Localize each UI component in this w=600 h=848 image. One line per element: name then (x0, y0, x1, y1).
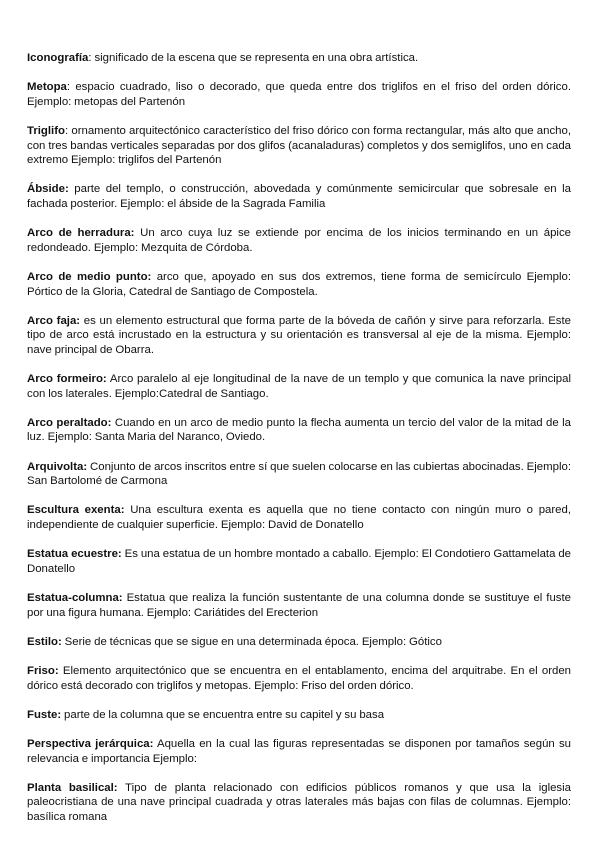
glossary-entry (27, 51, 571, 66)
entry-term: Escultura exenta: (27, 504, 125, 517)
entry-definition: arco que, apoyado en sus dos extremos, tiene forma de semicírculo Ejemplo: Pórtico de la Gloria, Catedral de Santiago de Compostela. (27, 270, 571, 298)
entry-term: Planta basilical: (27, 781, 118, 794)
entry-definition: Serie de técnicas que se sigue en una determinada época. Ejemplo: Gótico (61, 635, 442, 648)
glossary-entry (27, 226, 571, 255)
entry-definition: Es una estatua de un hombre montado a caballo. Ejemplo: El Condotiero Gattamelata de Donatello (27, 548, 571, 575)
entry-definition: parte de la columna que se encuentra entre su capitel y su basa (61, 708, 385, 721)
glossary-entry (27, 781, 571, 825)
glossary-entry (27, 591, 571, 620)
entry-definition: Arco paralelo al eje longitudinal de la nave de un templo y que comunica la nave principal con los laterales. Ejemplo:Catedral de Santiago. (27, 373, 571, 400)
glossary-entry (27, 270, 571, 299)
entry-definition: Elemento arquitectónico que se encuentra en el entablamento, encima del arquitrabe. En el orden dórico está decorado con triglifos y metopas. Ejemplo: Friso del orden dórico. (27, 664, 571, 692)
entry-term: Arco formeiro: (27, 373, 107, 386)
glossary-entry (27, 664, 571, 693)
entry-term: Arco de herradura: (27, 227, 135, 240)
entry-definition: Una escultura exenta es aquella que no tiene contacto con ningún muro o pared, independiente de cualquier superficie. Ejemplo: David de Donatello (27, 504, 571, 531)
entry-definition: Cuando en un arco de medio punto la flecha aumenta un tercio del valor de la mitad de la luz. Ejemplo: Santa Maria del Naranco, Oviedo. (27, 416, 571, 444)
entry-definition: Estatua que realiza la función sustentante de una columna donde se sustituye el fuste por una figura humana. Ejemplo: Cariátides del Erecterion (27, 591, 571, 619)
entry-term: Arco de medio punto: (27, 270, 152, 283)
entry-term: Arco faja: (27, 314, 81, 327)
entry-term: Iconografía (27, 52, 89, 64)
entry-definition: Aquella en la cual las figuras representadas se disponen por tamaños según su relevancia e importancia Ejemplo: (27, 737, 571, 765)
entry-term: Arquivolta: (27, 460, 88, 473)
entry-term: Arco peraltado: (27, 416, 112, 429)
entry-term: Estilo: (27, 635, 62, 648)
glossary-entry (27, 503, 571, 532)
glossary-entry (27, 372, 571, 401)
entry-definition: Tipo de planta relacionado con edificios públicos romanos y que usa la iglesia paleocristiana de una nave principal cuadrada y otras laterales más bajas con filas de columnas. Ejemplo: basílica romana (27, 781, 571, 823)
entry-separator: : (88, 52, 92, 64)
glossary-entry (27, 124, 571, 168)
glossary-entry (27, 708, 571, 723)
entry-term: Estatua-columna: (27, 591, 123, 604)
entry-separator: : (66, 81, 71, 94)
entry-definition: parte del templo, o construcción, abovedada y comúnmente semicircular que sobresale en la fachada posterior. Ejemplo: el ábside de la Sagrada Familia (27, 183, 571, 210)
entry-term: Triglifo (27, 124, 65, 137)
entry-definition: ornamento arquitectónico característico del friso dórico con forma rectangular, más alto que ancho, con tres bandas verticales separadas por dos glifos (acanaladuras) completos y dos semiglifos, uno en cada extremo Ejemplo: triglifos del Partenón (27, 124, 571, 167)
entry-term: Estatua ecuestre: (27, 548, 122, 561)
entry-term: Fuste: (27, 708, 62, 721)
entry-separator: : (64, 124, 69, 137)
entry-definition: significado de la escena que se representa en una obra artística. (91, 52, 419, 64)
glossary-entry (27, 314, 571, 358)
glossary-entry (27, 547, 571, 576)
entry-definition: Un arco cuya luz se extiende por encima de los inicios terminando en un ápice redondeado. Ejemplo: Mezquita de Córdoba. (27, 227, 571, 254)
entry-term: Metopa (27, 81, 67, 94)
entry-definition: es un elemento estructural que forma parte de la bóveda de cañón y sirve para reforzarla. Este tipo de arco está incrustado en la estructura y su orientación es transversal al eje de la misma. Ejemplo: nave principal de Obarra. (27, 314, 571, 356)
glossary-entry (27, 80, 571, 109)
entry-term: Ábside: (27, 183, 69, 196)
entry-term: Perspectiva jerárquica: (27, 737, 154, 750)
glossary-page (27, 51, 571, 839)
glossary-entry (27, 416, 571, 445)
entry-definition: Conjunto de arcos inscritos entre sí que suelen colocarse en las cubiertas abocinadas. Ejemplo: San Bartolomé de Carmona (27, 460, 571, 488)
entry-term: Friso: (27, 664, 59, 677)
glossary-entry (27, 737, 571, 766)
glossary-entry (27, 635, 571, 650)
glossary-entry (27, 182, 571, 211)
glossary-entry (27, 460, 571, 489)
entry-definition: espacio cuadrado, liso o decorado, que queda entre dos triglifos en el friso del orden dórico. Ejemplo: metopas del Partenón (27, 81, 571, 108)
